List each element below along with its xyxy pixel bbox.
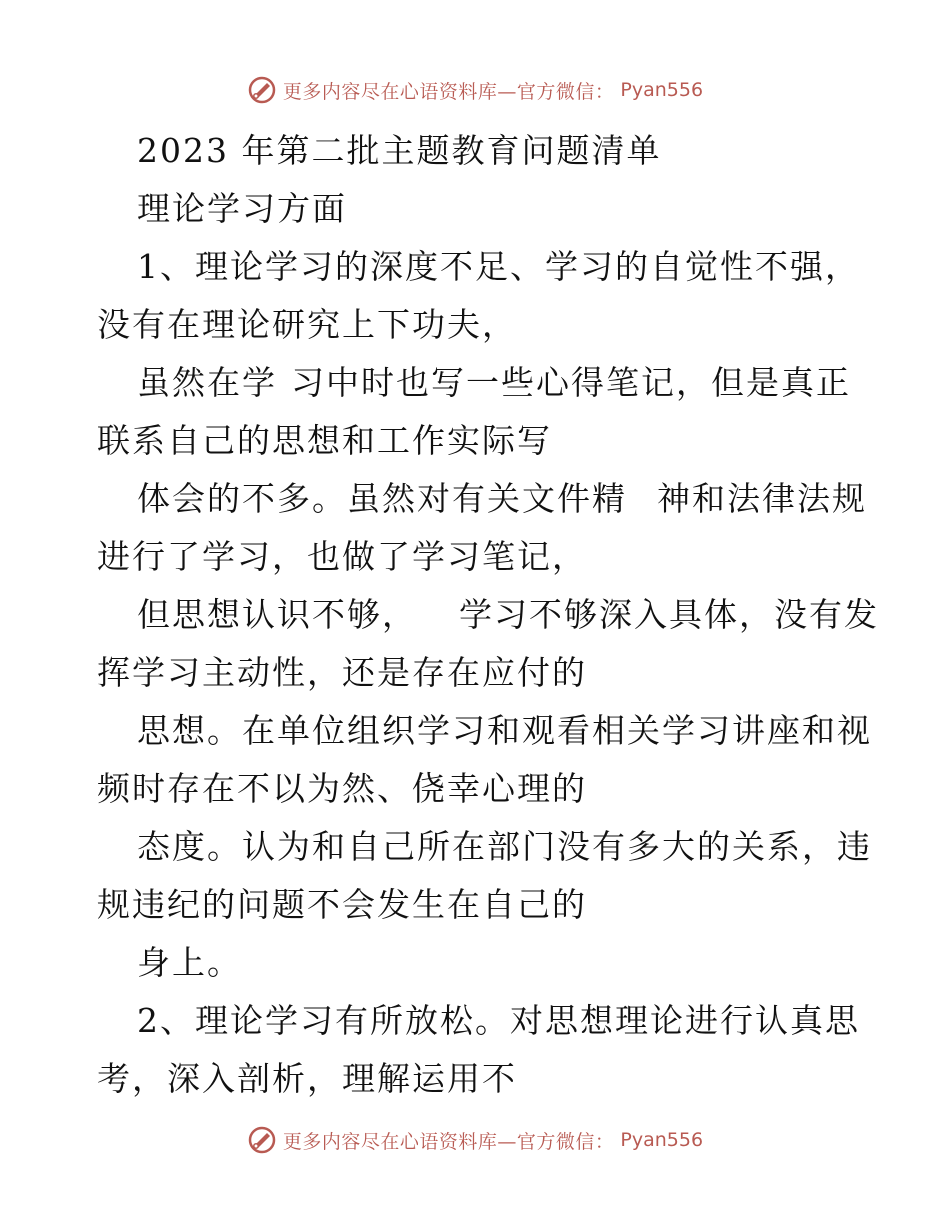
paragraph-line [97,586,879,644]
text-fragment: 虽然在学 [137,363,277,402]
text-fragment: 学习不够深入具体，没有发 [459,595,879,634]
text-fragment: 习中时也写一些心得笔记，但是真正 [291,363,851,402]
brand-logo-icon [247,1125,277,1155]
paragraph-line [97,354,857,412]
watermark-footer [0,1122,950,1158]
paragraph-line [97,470,867,528]
text-fragment: 神和法律法规 [657,479,867,518]
paragraph-line: 态度。认为和自己所在部门没有多大的关系，违 [137,827,872,866]
document-title: 2023 年第二批主题教育问题清单 [137,131,662,170]
paragraph-line: 频时存在不以为然、侥幸心理的 [97,769,587,808]
paragraph-line: 身上。 [137,943,242,982]
section-heading: 理论学习方面 [137,189,347,228]
text-fragment: 但思想认识不够， [137,595,417,634]
watermark-wechat-id: Pyan556 [620,1129,704,1151]
watermark-text: 更多内容尽在心语资料库—官方微信： [282,1130,615,1153]
paragraph-line: 挥学习主动性，还是存在应付的 [97,653,587,692]
paragraph-line: 规违纪的问题不会发生在自己的 [97,885,587,924]
paragraph-line: 1、理论学习的深度不足、学习的自觉性不强， [137,247,860,286]
paragraph-line: 没有在理论研究上下功夫， [97,305,517,344]
watermark-header [0,72,950,108]
paragraph-line: 2、理论学习有所放松。对思想理论进行认真思 [137,1001,860,1040]
watermark-text: 更多内容尽在心语资料库—官方微信： [282,80,615,103]
paragraph-line: 进行了学习，也做了学习笔记， [97,537,587,576]
watermark-wechat-id: Pyan556 [620,79,704,101]
text-fragment: 体会的不多。虽然对有关文件精 [137,479,627,518]
paragraph-line: 思想。在单位组织学习和观看相关学习讲座和视 [137,711,872,750]
paragraph-line: 联系自己的思想和工作实际写 [97,421,552,460]
brand-logo-icon [247,75,277,105]
paragraph-line: 考，深入剖析，理解运用不 [97,1059,517,1098]
document-body [97,122,879,1108]
